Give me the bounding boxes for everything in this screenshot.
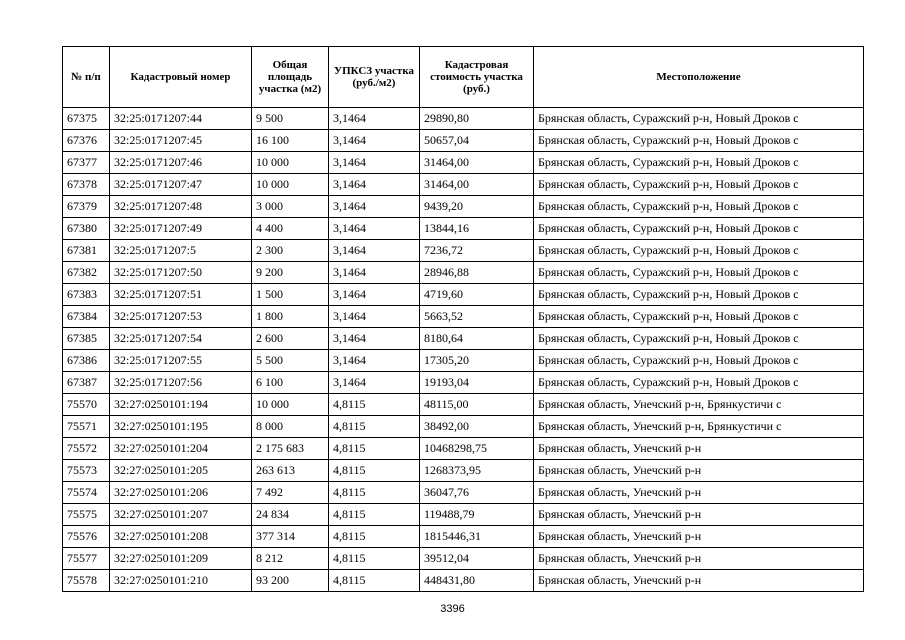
cadastral-number-cell: 32:25:0171207:54 [110,328,252,350]
table-row [63,416,864,438]
table-row [63,130,864,152]
area-cell: 10 000 [252,394,329,416]
area-cell: 9 200 [252,262,329,284]
cadastral-value-cell: 4719,60 [420,284,534,306]
location-cell: Брянская область, Унечский р-н [534,504,864,526]
cadastral-value-cell: 8180,64 [420,328,534,350]
row-number-cell: 75575 [63,504,110,526]
location-cell: Брянская область, Суражский р-н, Новый Дроков с [534,174,864,196]
upksz-cell: 4,8115 [329,526,420,548]
cadastral-value-cell: 9439,20 [420,196,534,218]
area-cell: 7 492 [252,482,329,504]
area-cell: 10 000 [252,152,329,174]
cadastral-number-cell: 32:27:0250101:208 [110,526,252,548]
area-cell: 9 500 [252,108,329,130]
cadastral-value-cell: 50657,04 [420,130,534,152]
row-number-cell: 67377 [63,152,110,174]
row-number-cell: 67380 [63,218,110,240]
location-cell: Брянская область, Унечский р-н, Брянкустичи с [534,416,864,438]
cadastral-number-cell: 32:27:0250101:207 [110,504,252,526]
upksz-cell: 3,1464 [329,306,420,328]
upksz-cell: 3,1464 [329,108,420,130]
location-cell: Брянская область, Суражский р-н, Новый Дроков с [534,328,864,350]
area-cell: 5 500 [252,350,329,372]
row-number-cell: 75574 [63,482,110,504]
cadastral-value-cell: 1815446,31 [420,526,534,548]
row-number-cell: 75571 [63,416,110,438]
header-upksz: УПКСЗ участка (руб./м2) [329,47,420,108]
table-row [63,328,864,350]
table-row [63,284,864,306]
row-number-cell: 75572 [63,438,110,460]
upksz-cell: 4,8115 [329,570,420,592]
location-cell: Брянская область, Унечский р-н [534,570,864,592]
table-row [63,504,864,526]
upksz-cell: 4,8115 [329,460,420,482]
area-cell: 2 300 [252,240,329,262]
upksz-cell: 3,1464 [329,284,420,306]
location-cell: Брянская область, Унечский р-н [534,548,864,570]
header-row [63,47,864,108]
cadastral-number-cell: 32:27:0250101:210 [110,570,252,592]
upksz-cell: 3,1464 [329,174,420,196]
cadastral-number-cell: 32:25:0171207:47 [110,174,252,196]
upksz-cell: 3,1464 [329,240,420,262]
location-cell: Брянская область, Унечский р-н [534,438,864,460]
header-cadastral-value: Кадастровая стоимость участка (руб.) [420,47,534,108]
cadastral-number-cell: 32:27:0250101:195 [110,416,252,438]
table-row [63,526,864,548]
cadastral-number-cell: 32:25:0171207:5 [110,240,252,262]
table-row [63,218,864,240]
table-row [63,482,864,504]
row-number-cell: 75578 [63,570,110,592]
cadastral-value-cell: 19193,04 [420,372,534,394]
table-row [63,394,864,416]
location-cell: Брянская область, Суражский р-н, Новый Дроков с [534,372,864,394]
row-number-cell: 67376 [63,130,110,152]
cadastral-number-cell: 32:25:0171207:50 [110,262,252,284]
cadastral-number-cell: 32:25:0171207:51 [110,284,252,306]
row-number-cell: 67387 [63,372,110,394]
cadastral-number-cell: 32:25:0171207:44 [110,108,252,130]
area-cell: 93 200 [252,570,329,592]
area-cell: 1 800 [252,306,329,328]
area-cell: 10 000 [252,174,329,196]
area-cell: 377 314 [252,526,329,548]
upksz-cell: 3,1464 [329,218,420,240]
table-row [63,548,864,570]
area-cell: 16 100 [252,130,329,152]
upksz-cell: 3,1464 [329,196,420,218]
cadastral-number-cell: 32:27:0250101:209 [110,548,252,570]
table-row [63,570,864,592]
table-row [63,438,864,460]
cadastral-number-cell: 32:25:0171207:53 [110,306,252,328]
area-cell: 24 834 [252,504,329,526]
upksz-cell: 3,1464 [329,152,420,174]
cadastral-number-cell: 32:27:0250101:204 [110,438,252,460]
cadastral-value-cell: 31464,00 [420,152,534,174]
area-cell: 263 613 [252,460,329,482]
location-cell: Брянская область, Унечский р-н [534,482,864,504]
table-row [63,350,864,372]
location-cell: Брянская область, Унечский р-н, Брянкустичи с [534,394,864,416]
area-cell: 6 100 [252,372,329,394]
cadastral-value-cell: 38492,00 [420,416,534,438]
page-number: 3396 [440,603,465,615]
location-cell: Брянская область, Суражский р-н, Новый Дроков с [534,284,864,306]
cadastral-number-cell: 32:27:0250101:206 [110,482,252,504]
cadastral-value-cell: 448431,80 [420,570,534,592]
row-number-cell: 75576 [63,526,110,548]
cadastral-number-cell: 32:25:0171207:45 [110,130,252,152]
row-number-cell: 67385 [63,328,110,350]
upksz-cell: 4,8115 [329,416,420,438]
cadastral-number-cell: 32:27:0250101:205 [110,460,252,482]
cadastral-number-cell: 32:25:0171207:55 [110,350,252,372]
row-number-cell: 67375 [63,108,110,130]
header-row-number: № п/п [63,47,110,108]
cadastral-value-cell: 17305,20 [420,350,534,372]
upksz-cell: 4,8115 [329,482,420,504]
row-number-cell: 67386 [63,350,110,372]
row-number-cell: 67382 [63,262,110,284]
location-cell: Брянская область, Суражский р-н, Новый Дроков с [534,350,864,372]
location-cell: Брянская область, Суражский р-н, Новый Дроков с [534,262,864,284]
cadastral-value-cell: 29890,80 [420,108,534,130]
location-cell: Брянская область, Унечский р-н [534,460,864,482]
cadastral-value-cell: 36047,76 [420,482,534,504]
row-number-cell: 75573 [63,460,110,482]
area-cell: 4 400 [252,218,329,240]
cadastral-value-cell: 48115,00 [420,394,534,416]
table-row [63,196,864,218]
cadastral-table [62,46,864,592]
location-cell: Брянская область, Суражский р-н, Новый Дроков с [534,218,864,240]
location-cell: Брянская область, Суражский р-н, Новый Дроков с [534,152,864,174]
cadastral-number-cell: 32:25:0171207:56 [110,372,252,394]
table-body [63,108,864,592]
area-cell: 8 000 [252,416,329,438]
table-row [63,152,864,174]
row-number-cell: 67384 [63,306,110,328]
header-cadastral-number: Кадастровый номер [110,47,252,108]
upksz-cell: 4,8115 [329,548,420,570]
cadastral-number-cell: 32:27:0250101:194 [110,394,252,416]
location-cell: Брянская область, Суражский р-н, Новый Дроков с [534,130,864,152]
table-row [63,460,864,482]
cadastral-value-cell: 31464,00 [420,174,534,196]
area-cell: 2 175 683 [252,438,329,460]
location-cell: Брянская область, Унечский р-н [534,526,864,548]
row-number-cell: 67378 [63,174,110,196]
upksz-cell: 3,1464 [329,350,420,372]
area-cell: 3 000 [252,196,329,218]
cadastral-value-cell: 28946,88 [420,262,534,284]
area-cell: 2 600 [252,328,329,350]
upksz-cell: 3,1464 [329,130,420,152]
header-area: Общая площадь участка (м2) [252,47,329,108]
upksz-cell: 4,8115 [329,438,420,460]
cadastral-value-cell: 13844,16 [420,218,534,240]
location-cell: Брянская область, Суражский р-н, Новый Дроков с [534,240,864,262]
cadastral-number-cell: 32:25:0171207:49 [110,218,252,240]
cadastral-value-cell: 39512,04 [420,548,534,570]
cadastral-value-cell: 5663,52 [420,306,534,328]
row-number-cell: 67379 [63,196,110,218]
upksz-cell: 3,1464 [329,328,420,350]
cadastral-value-cell: 7236,72 [420,240,534,262]
upksz-cell: 3,1464 [329,372,420,394]
table-row [63,306,864,328]
location-cell: Брянская область, Суражский р-н, Новый Дроков с [534,108,864,130]
row-number-cell: 67381 [63,240,110,262]
table-row [63,262,864,284]
location-cell: Брянская область, Суражский р-н, Новый Дроков с [534,196,864,218]
cadastral-value-cell: 119488,79 [420,504,534,526]
row-number-cell: 67383 [63,284,110,306]
area-cell: 8 212 [252,548,329,570]
table-row [63,240,864,262]
cadastral-value-cell: 10468298,75 [420,438,534,460]
row-number-cell: 75570 [63,394,110,416]
table-row [63,174,864,196]
upksz-cell: 4,8115 [329,504,420,526]
row-number-cell: 75577 [63,548,110,570]
header-location: Местоположение [534,47,864,108]
table-header [63,47,864,108]
table-row [63,108,864,130]
table-row [63,372,864,394]
location-cell: Брянская область, Суражский р-н, Новый Дроков с [534,306,864,328]
cadastral-number-cell: 32:25:0171207:48 [110,196,252,218]
upksz-cell: 4,8115 [329,394,420,416]
cadastral-value-cell: 1268373,95 [420,460,534,482]
upksz-cell: 3,1464 [329,262,420,284]
area-cell: 1 500 [252,284,329,306]
cadastral-number-cell: 32:25:0171207:46 [110,152,252,174]
